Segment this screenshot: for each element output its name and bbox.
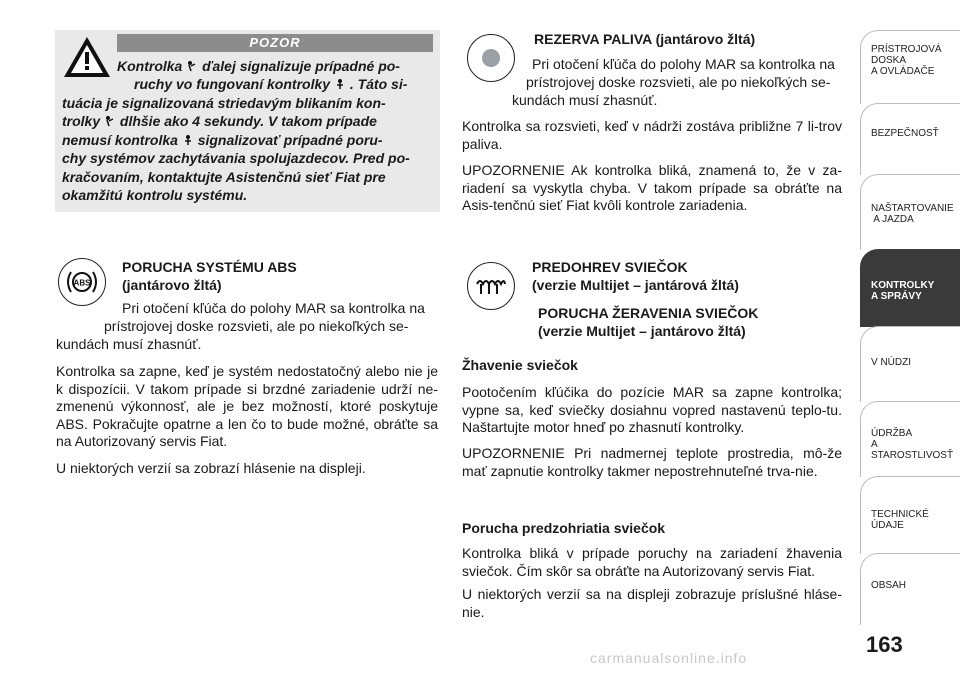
airbag-icon: [104, 115, 116, 127]
fuel-p1a: Pri otočení kľúča do polohy MAR sa kontrolka na: [532, 56, 835, 72]
glow-p4: U niektorých verzií sa na displeji zobrazuje príslušné hláse-nie.: [462, 586, 842, 620]
fuel-p2: Kontrolka sa rozsvieti, keď v nádrži zostáva približne 7 li-trov paliva.: [462, 118, 842, 152]
warning-line-6: chy systémov zachytávania spolujazdecov. Pred po-: [62, 150, 410, 166]
passenger-airbag-icon: [182, 134, 194, 146]
tab-v-nudzi[interactable]: V NÚDZI: [860, 326, 960, 402]
abs-p1b: prístrojovej doske rozsvieti, ale po niekoľkých se-: [104, 318, 409, 334]
abs-title: PORUCHA SYSTÉMU ABS: [122, 259, 297, 275]
tab-technicke-udaje[interactable]: TECHNICKÉ ÚDAJE: [860, 476, 960, 554]
airbag-icon: [186, 60, 198, 72]
abs-p1a: Pri otočení kľúča do polohy MAR sa kontrolka na: [122, 300, 425, 316]
tab-nastartovanie[interactable]: NAŠTARTOVANIE A JAZDA: [860, 174, 960, 250]
fuel-p1c: kundách musí zhasnúť.: [512, 92, 658, 108]
glow-fault-subtitle: (verzie Multijet – jantárovo žltá): [538, 323, 746, 339]
abs-p3: U niektorých verzií sa zobrazí hlásenie na displeji.: [56, 460, 366, 476]
glow-fault-title: PORUCHA ŽERAVENIA SVIEČOK: [538, 305, 759, 321]
warning-title: POZOR: [117, 34, 433, 52]
fuel-reserve-icon: [467, 34, 515, 82]
fuel-p1b: prístrojovej doske rozsvieti, ale po niekoľkých se-: [526, 74, 831, 90]
tab-bezpecnost[interactable]: BEZPEČNOSŤ: [860, 103, 960, 175]
glow-p1: Pootočením kľúčika do pozície MAR sa zapne kontrolka; vypne sa, keď sviečky dosiahnu vopred nastavenú teplo-tu. Naštartujte motor hneď po zhasnutí kontrolky.: [462, 384, 842, 435]
warning-line-4: trolky dlhšie ako 4 sekundy. V takom prípade: [62, 113, 377, 129]
abs-subtitle: (jantárovo žltá): [122, 277, 222, 293]
glow-title: PREDOHREV SVIEČOK: [532, 259, 688, 275]
glow-plug-icon: [467, 262, 515, 310]
abs-warning-icon: [58, 258, 106, 306]
glow-p3: Kontrolka bliká v prípade poruchy na zariadení žhavenia sviečok. Čím skôr sa obráťte na Autorizovaný servis Fiat.: [462, 545, 842, 579]
glow-p2: UPOZORNENIE Pri nadmernej teplote prostredia, mô-že mať zapnutie kontrolky takmer nepostrehnuteľné trva-nie.: [462, 445, 842, 479]
glow-section-heading: Žhavenie sviečok: [462, 357, 578, 373]
tab-kontrolky[interactable]: KONTROLKY A SPRÁVY: [860, 249, 960, 327]
warning-line-8: okamžitú kontrolu systému.: [62, 187, 248, 203]
warning-triangle-icon: [62, 34, 112, 80]
glow-fault-heading: Porucha predzohriatia sviečok: [462, 520, 666, 536]
watermark: carmanualsonline.info: [590, 650, 748, 666]
warning-line-1: Kontrolka ďalej signalizuje prípadné po-: [117, 58, 400, 74]
passenger-airbag-icon: [334, 78, 346, 90]
warning-line-2: ruchy vo fungovaní kontrolky . Táto si-: [134, 76, 408, 92]
tab-udrzba[interactable]: ÚDRŽBA A STAROSTLIVOSŤ: [860, 401, 960, 477]
abs-p2: Kontrolka sa zapne, keď je systém nedostatočný alebo nie je k dispozícii. V takom prípade si brzdné zariadenie udrží ne-zmenenú výkonnosť, ale je bez možností, ktoré poskytuje ABS. Pokračujte opatrne a len čo to bude možné, obráťte sa na Autorizovaný servis Fiat.: [56, 363, 438, 449]
fuel-title: REZERVA PALIVA (jantárovo žltá): [534, 31, 756, 47]
fuel-p3: UPOZORNENIE Ak kontrolka bliká, znamená to, že v za-riadení sa vyskytla chyba. V takom prípade sa obráťte na Asis-tenčnú sieť Fiat kvôli kontrole zariadenia.: [462, 162, 842, 213]
abs-icon-label: ABS: [73, 278, 91, 288]
warning-line-7: kračovaním, kontaktujte Asistenčnú sieť Fiat pre: [62, 169, 386, 185]
tab-obsah[interactable]: OBSAH: [860, 553, 960, 625]
warning-line-5: nemusí kontrolka signalizovať prípadné poru-: [62, 132, 383, 148]
page-number: 163: [866, 632, 903, 657]
abs-p1c: kundách musí zhasnúť.: [56, 336, 202, 352]
warning-line-3: tuácia je signalizovaná striedavým blikaním kon-: [62, 95, 386, 111]
tab-pristrojova-doska[interactable]: PRÍSTROJOVÁ DOSKA A OVLÁDAČE: [860, 30, 960, 104]
glow-subtitle: (verzie Multijet – jantárová žltá): [532, 277, 739, 293]
